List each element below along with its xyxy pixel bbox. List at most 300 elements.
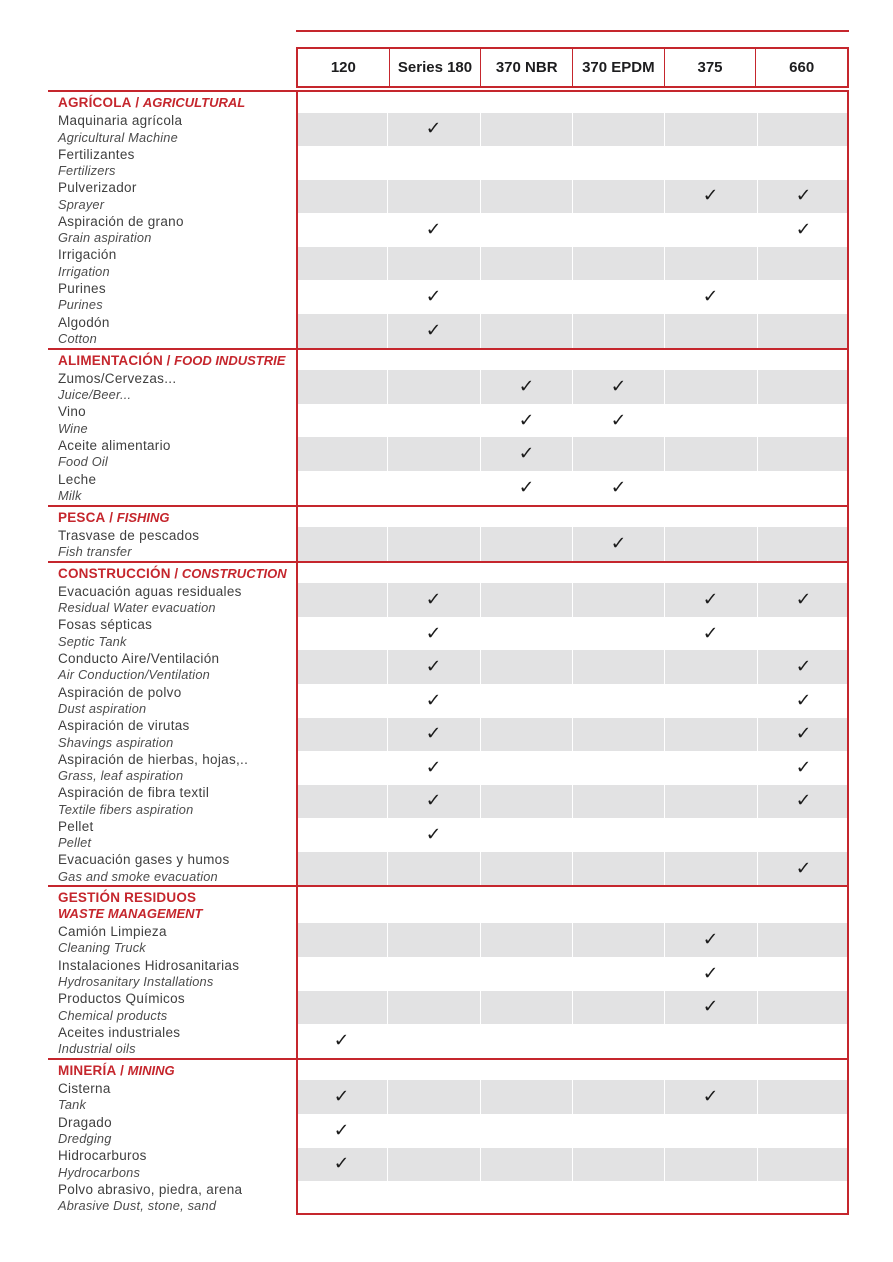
- cell-120: [296, 751, 387, 785]
- check-icon: ✓: [795, 689, 812, 711]
- table-row-dragado: [48, 1114, 849, 1148]
- cell-370-nbr: [480, 852, 572, 886]
- row-label-es: Pulverizador: [58, 180, 137, 196]
- cell-series-180: [387, 113, 479, 147]
- row-label: [48, 718, 296, 752]
- cell-370-epdm: [572, 751, 664, 785]
- row-cells: [296, 684, 849, 718]
- check-icon: ✓: [426, 286, 442, 308]
- row-label: [48, 314, 296, 348]
- table-row-instalaciones-hidrosanitarias: [48, 957, 849, 991]
- row-label: [48, 1080, 296, 1114]
- cell-series-180: [387, 818, 479, 852]
- cell-370-epdm: [572, 1114, 664, 1148]
- column-header-120: 120: [330, 59, 356, 76]
- cell-370-epdm: [572, 527, 664, 561]
- check-icon: ✓: [795, 219, 812, 241]
- row-label: [48, 527, 296, 561]
- section-title-es: PESCA: [58, 509, 106, 525]
- cell-660: [757, 818, 849, 852]
- row-label-es: Fertilizantes: [58, 146, 135, 162]
- row-label: [48, 146, 296, 180]
- cell-120: [296, 527, 387, 561]
- row-label: [48, 617, 296, 651]
- cell-370-nbr: [480, 113, 572, 147]
- check-icon: ✓: [610, 375, 627, 397]
- check-icon: ✓: [703, 185, 719, 207]
- cell-370-nbr: [480, 957, 572, 991]
- table-row-hidrocarburos: [48, 1148, 849, 1182]
- row-cells: [296, 1024, 849, 1058]
- check-icon: ✓: [703, 996, 719, 1018]
- cell-370-nbr: [480, 785, 572, 819]
- row-label: [48, 852, 296, 886]
- cell-370-epdm: [572, 437, 664, 471]
- table-row-fertilizantes: [48, 146, 849, 180]
- cell-370-nbr: [480, 437, 572, 471]
- section-header-pesca: [48, 505, 849, 528]
- table-body: [48, 90, 849, 1215]
- table-row-cisterna: [48, 1080, 849, 1114]
- cell-120: [296, 583, 387, 617]
- cell-370-nbr: [480, 1024, 572, 1058]
- cell-370-nbr: [480, 617, 572, 651]
- cell-375: [664, 852, 756, 886]
- row-cells: [296, 583, 849, 617]
- check-icon: ✓: [795, 723, 812, 745]
- row-cells: [296, 247, 849, 281]
- cell-370-epdm: [572, 583, 664, 617]
- column-header-series-180: Series 180: [389, 49, 481, 86]
- cell-120: [296, 113, 387, 147]
- row-label: [48, 1148, 296, 1182]
- cell-375: [664, 818, 756, 852]
- check-icon: ✓: [333, 1030, 350, 1052]
- cell-370-nbr: [480, 213, 572, 247]
- row-label-es: Maquinaria agrícola: [58, 113, 183, 129]
- row-label-en: Shavings aspiration: [58, 734, 174, 750]
- cell-660: [757, 617, 849, 651]
- row-label: [48, 923, 296, 957]
- row-cells: [296, 785, 849, 819]
- row-label-es: Evacuación gases y humos: [58, 852, 230, 868]
- row-cells: [296, 617, 849, 651]
- cell-370-epdm: [572, 1024, 664, 1058]
- row-cells: [296, 1181, 849, 1215]
- cell-370-nbr: [480, 404, 572, 438]
- row-label-en: Tank: [58, 1097, 87, 1113]
- cell-375: [664, 113, 756, 147]
- table-top-edge-line: [296, 30, 849, 32]
- row-cells: [296, 1148, 849, 1182]
- cell-660: [757, 437, 849, 471]
- cell-370-epdm: [572, 370, 664, 404]
- cell-370-nbr: [480, 751, 572, 785]
- cell-375: [664, 280, 756, 314]
- cell-375: [664, 404, 756, 438]
- column-header-660: 660: [755, 49, 847, 86]
- row-cells: [296, 113, 849, 147]
- row-cells: [296, 437, 849, 471]
- row-cells: [296, 404, 849, 438]
- table-row-productos-quimicos: [48, 991, 849, 1025]
- cell-370-epdm: [572, 113, 664, 147]
- row-label-en: Hydrosanitary Installations: [58, 974, 214, 990]
- cell-120: [296, 314, 387, 348]
- table-row-evacuacion-gases-y-humos: [48, 852, 849, 886]
- section-header-mineria: [48, 1058, 849, 1081]
- check-icon: ✓: [426, 588, 442, 610]
- cell-series-180: [387, 718, 479, 752]
- section-title-en: MINING: [127, 1062, 175, 1078]
- cell-120: [296, 1024, 387, 1058]
- cell-370-epdm: [572, 957, 664, 991]
- cell-series-180: [387, 991, 479, 1025]
- row-cells: [296, 280, 849, 314]
- section-title: [48, 563, 296, 584]
- section-header-grid-spacer: [296, 350, 849, 371]
- cell-370-nbr: [480, 1114, 572, 1148]
- cell-120: [296, 1114, 387, 1148]
- table-row-pellet: [48, 818, 849, 852]
- cell-120: [296, 280, 387, 314]
- check-icon: ✓: [610, 409, 627, 431]
- row-label: [48, 583, 296, 617]
- row-label: [48, 1024, 296, 1058]
- cell-660: [757, 1024, 849, 1058]
- check-icon: ✓: [703, 286, 719, 308]
- row-label-es: Camión Limpieza: [58, 924, 167, 940]
- table-row-irrigacion: [48, 247, 849, 281]
- cell-660: [757, 113, 849, 147]
- row-cells: [296, 957, 849, 991]
- cell-660: [757, 247, 849, 281]
- row-label: [48, 684, 296, 718]
- check-icon: ✓: [703, 1086, 719, 1108]
- table-row-polvo-abrasivo-piedra-arena: [48, 1181, 849, 1215]
- cell-375: [664, 583, 756, 617]
- cell-375: [664, 923, 756, 957]
- row-label-es: Aspiración de hierbas, hojas,..: [58, 751, 249, 767]
- cell-120: [296, 213, 387, 247]
- row-label: [48, 113, 296, 147]
- row-label-es: Algodón: [58, 314, 110, 330]
- row-cells: [296, 818, 849, 852]
- cell-120: [296, 852, 387, 886]
- cell-series-180: [387, 1181, 479, 1215]
- cell-120: [296, 1181, 387, 1215]
- section-header-agricola: [48, 90, 849, 113]
- cell-series-180: [387, 471, 479, 505]
- cell-375: [664, 213, 756, 247]
- table-row-conducto-aire-ventilacion: [48, 650, 849, 684]
- cell-375: [664, 991, 756, 1025]
- cell-660: [757, 404, 849, 438]
- cell-375: [664, 684, 756, 718]
- row-label-en: Cotton: [58, 331, 97, 347]
- cell-370-epdm: [572, 213, 664, 247]
- check-icon: ✓: [518, 443, 535, 465]
- row-label-es: Aspiración de grano: [58, 213, 184, 229]
- cell-series-180: [387, 684, 479, 718]
- row-label-es: Purines: [58, 281, 106, 297]
- cell-370-epdm: [572, 684, 664, 718]
- cell-375: [664, 180, 756, 214]
- cell-375: [664, 785, 756, 819]
- cell-660: [757, 1114, 849, 1148]
- cell-375: [664, 146, 756, 180]
- check-icon: ✓: [426, 319, 442, 341]
- section-title: [48, 92, 296, 113]
- row-label-es: Conducto Aire/Ventilación: [58, 650, 220, 666]
- cell-375: [664, 751, 756, 785]
- row-cells: [296, 314, 849, 348]
- check-icon: ✓: [426, 824, 442, 846]
- row-label-en: Dust aspiration: [58, 700, 147, 716]
- table-row-aceite-alimentario: [48, 437, 849, 471]
- row-label-en: Gas and smoke evacuation: [58, 868, 218, 884]
- check-icon: ✓: [703, 622, 719, 644]
- cell-375: [664, 314, 756, 348]
- table-row-aspiracion-de-hierbas-hojas: [48, 751, 849, 785]
- cell-series-180: [387, 617, 479, 651]
- cell-370-epdm: [572, 1148, 664, 1182]
- cell-series-180: [387, 957, 479, 991]
- cell-370-nbr: [480, 718, 572, 752]
- cell-370-epdm: [572, 617, 664, 651]
- row-label-en: Irrigation: [58, 263, 110, 279]
- cell-series-180: [387, 527, 479, 561]
- row-label-en: Juice/Beer...: [58, 387, 132, 403]
- cell-660: [757, 1148, 849, 1182]
- row-cells: [296, 852, 849, 886]
- row-cells: [296, 751, 849, 785]
- cell-series-180: [387, 1114, 479, 1148]
- cell-120: [296, 818, 387, 852]
- section-title-es: CONSTRUCCIÓN: [58, 565, 171, 581]
- section-header-grid-spacer: [296, 1060, 849, 1081]
- row-label: [48, 991, 296, 1025]
- row-label-es: Dragado: [58, 1114, 112, 1130]
- check-icon: ✓: [518, 409, 535, 431]
- row-label: [48, 471, 296, 505]
- row-cells: [296, 180, 849, 214]
- table-row-algodon: [48, 314, 849, 348]
- section-title: [48, 1060, 296, 1081]
- cell-series-180: [387, 314, 479, 348]
- row-label-en: Textile fibers aspiration: [58, 801, 194, 817]
- check-icon: ✓: [703, 588, 719, 610]
- row-label-en: Food Oil: [58, 454, 108, 470]
- table-row-evacuacion-aguas-residuales: [48, 583, 849, 617]
- cell-660: [757, 991, 849, 1025]
- row-label-en: Air Conduction/Ventilation: [58, 667, 210, 683]
- section-title-separator: /: [116, 1062, 128, 1078]
- cell-370-nbr: [480, 527, 572, 561]
- cell-370-nbr: [480, 583, 572, 617]
- cell-series-180: [387, 146, 479, 180]
- cell-120: [296, 247, 387, 281]
- section-title-separator: /: [105, 509, 117, 525]
- cell-370-nbr: [480, 471, 572, 505]
- row-label-en: Purines: [58, 297, 103, 313]
- cell-375: [664, 471, 756, 505]
- cell-370-nbr: [480, 247, 572, 281]
- column-header-375: 375: [664, 49, 756, 86]
- check-icon: ✓: [426, 790, 442, 812]
- cell-series-180: [387, 280, 479, 314]
- column-header-370-nbr: 370 NBR: [480, 49, 572, 86]
- cell-375: [664, 1024, 756, 1058]
- row-label: [48, 247, 296, 281]
- check-icon: ✓: [426, 756, 442, 778]
- cell-375: [664, 1114, 756, 1148]
- row-label-en: Industrial oils: [58, 1041, 136, 1057]
- row-label-en: Residual Water evacuation: [58, 600, 216, 616]
- row-label-es: Hidrocarburos: [58, 1148, 147, 1164]
- check-icon: ✓: [333, 1153, 350, 1175]
- table-row-trasvase-de-pescados: [48, 527, 849, 561]
- row-label-en: Sprayer: [58, 196, 105, 212]
- check-icon: ✓: [333, 1086, 350, 1108]
- cell-660: [757, 751, 849, 785]
- check-icon: ✓: [518, 375, 535, 397]
- row-label-es: Aceites industriales: [58, 1024, 181, 1040]
- section-header-alimentacion: [48, 348, 849, 371]
- cell-375: [664, 1148, 756, 1182]
- check-icon: ✓: [426, 689, 442, 711]
- row-label-en: Fish transfer: [58, 544, 132, 560]
- row-label-es: Trasvase de pescados: [58, 527, 200, 543]
- cell-370-nbr: [480, 370, 572, 404]
- row-label-es: Pellet: [58, 818, 94, 834]
- cell-series-180: [387, 1024, 479, 1058]
- cell-375: [664, 247, 756, 281]
- table-row-maquinaria-agricola: [48, 113, 849, 147]
- section-header-construccion: [48, 561, 849, 584]
- row-label-es: Polvo abrasivo, piedra, arena: [58, 1181, 243, 1197]
- cell-370-nbr: [480, 1080, 572, 1114]
- cell-370-nbr: [480, 146, 572, 180]
- row-label-es: Cisterna: [58, 1080, 111, 1096]
- row-label-en: Grass, leaf aspiration: [58, 768, 184, 784]
- table-row-zumos-cervezas: [48, 370, 849, 404]
- cell-series-180: [387, 404, 479, 438]
- cell-660: [757, 718, 849, 752]
- row-label-en: Grain aspiration: [58, 230, 152, 246]
- row-label-es: Aspiración de fibra textil: [58, 785, 210, 801]
- section-title-es: ALIMENTACIÓN: [58, 352, 163, 368]
- cell-370-epdm: [572, 146, 664, 180]
- row-label: [48, 404, 296, 438]
- cell-370-nbr: [480, 684, 572, 718]
- row-label-es: Instalaciones Hidrosanitarias: [58, 957, 240, 973]
- section-title-en: AGRICULTURAL: [142, 95, 246, 110]
- check-icon: ✓: [795, 756, 812, 778]
- cell-370-nbr: [480, 1148, 572, 1182]
- cell-375: [664, 957, 756, 991]
- row-label: [48, 437, 296, 471]
- cell-series-180: [387, 583, 479, 617]
- row-cells: [296, 718, 849, 752]
- check-icon: ✓: [518, 476, 535, 498]
- row-label-es: Aspiración de virutas: [58, 718, 190, 734]
- cell-375: [664, 617, 756, 651]
- cell-120: [296, 785, 387, 819]
- cell-660: [757, 957, 849, 991]
- cell-370-epdm: [572, 923, 664, 957]
- cell-660: [757, 370, 849, 404]
- table-row-leche: [48, 471, 849, 505]
- cell-660: [757, 923, 849, 957]
- section-title-separator: /: [162, 352, 175, 368]
- cell-series-180: [387, 852, 479, 886]
- check-icon: ✓: [426, 656, 442, 678]
- cell-375: [664, 437, 756, 471]
- cell-660: [757, 146, 849, 180]
- cell-660: [757, 471, 849, 505]
- section-title: [48, 350, 296, 371]
- cell-660: [757, 650, 849, 684]
- cell-660: [757, 785, 849, 819]
- row-label-es: Aspiración de polvo: [58, 684, 182, 700]
- row-label-en: Cleaning Truck: [58, 940, 146, 956]
- section-title: [48, 507, 296, 528]
- row-label: [48, 957, 296, 991]
- row-cells: [296, 370, 849, 404]
- cell-660: [757, 213, 849, 247]
- cell-370-nbr: [480, 650, 572, 684]
- cell-370-epdm: [572, 852, 664, 886]
- section-header-grid-spacer: [296, 92, 849, 113]
- row-cells: [296, 146, 849, 180]
- cell-370-epdm: [572, 471, 664, 505]
- row-label: [48, 370, 296, 404]
- section-title-separator: /: [131, 95, 143, 110]
- cell-370-epdm: [572, 404, 664, 438]
- column-header-370-epdm: 370 EPDM: [572, 49, 664, 86]
- cell-660: [757, 314, 849, 348]
- cell-370-epdm: [572, 247, 664, 281]
- cell-370-epdm: [572, 718, 664, 752]
- cell-120: [296, 370, 387, 404]
- cell-370-nbr: [480, 314, 572, 348]
- cell-120: [296, 957, 387, 991]
- cell-series-180: [387, 785, 479, 819]
- cell-120: [296, 471, 387, 505]
- table-row-aspiracion-de-fibra-textil: [48, 785, 849, 819]
- row-cells: [296, 471, 849, 505]
- table-row-vino: [48, 404, 849, 438]
- cell-120: [296, 991, 387, 1025]
- cell-370-nbr: [480, 180, 572, 214]
- row-cells: [296, 527, 849, 561]
- cell-660: [757, 583, 849, 617]
- cell-120: [296, 180, 387, 214]
- row-label: [48, 1181, 296, 1215]
- cell-series-180: [387, 437, 479, 471]
- cell-series-180: [387, 650, 479, 684]
- cell-series-180: [387, 247, 479, 281]
- cell-370-nbr: [480, 991, 572, 1025]
- check-icon: ✓: [795, 790, 812, 812]
- row-label: [48, 1114, 296, 1148]
- cell-series-180: [387, 1148, 479, 1182]
- row-label: [48, 213, 296, 247]
- applications-table: [48, 47, 849, 1215]
- check-icon: ✓: [795, 588, 812, 610]
- cell-370-epdm: [572, 991, 664, 1025]
